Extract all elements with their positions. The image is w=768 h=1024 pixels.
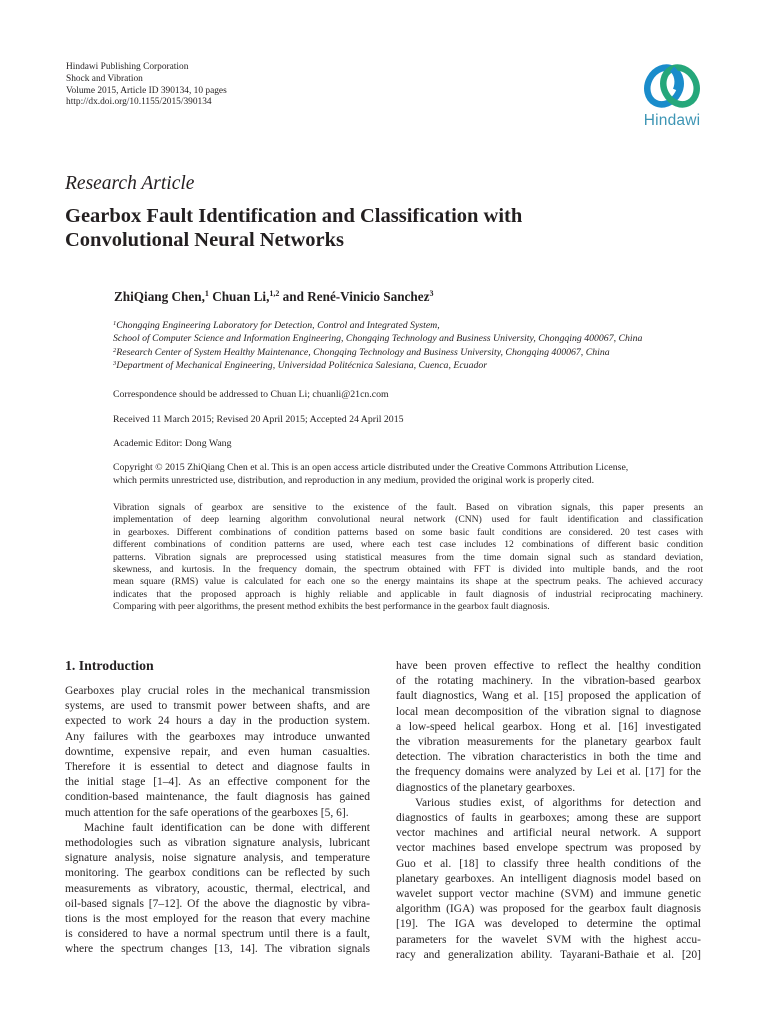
body-line: measurements as vibratory, acoustic, thermal, electrical, and — [65, 882, 370, 895]
body-line: much attention for the safe operations of the gearboxes [5, 6]. — [65, 806, 349, 819]
body-line: of the rotating machinery. In the vibration-based gearbox — [396, 675, 701, 688]
body-line: diagnostics of the planetary gearboxes. — [396, 781, 576, 794]
body-line: vector machines based envelope spectrum was proposed by — [396, 842, 701, 855]
abstract-line: patterns. Vibration signals are preprocessed using statistical measures from the time domain signal such as standard deviation, — [113, 551, 703, 563]
abstract-line: skewness, and kurtosis. In the frequency domain, the spectrum obtained with FFT is divided into multiple bands, and the root — [113, 564, 703, 576]
author-name: and René-Vinicio Sanchez — [279, 289, 430, 304]
academic-editor: Academic Editor: Dong Wang — [113, 438, 232, 449]
abstract-line: in gearboxes. Different combinations of condition patterns based on some basic fault conditions are considered. 20 test cases with — [113, 526, 703, 538]
body-line: signature analysis, noise signature analysis, and temperature — [65, 852, 370, 865]
abstract-line: mean square (RMS) value is calculated for each one so the energy maintains its shape at the spectrum peaks. The achieved accuracy — [113, 576, 703, 588]
body-line: Guo et al. [18] to classify three health conditions of the — [396, 857, 701, 870]
body-line: planetary gearboxes. An intelligent diagnosis model based on — [396, 872, 701, 885]
body-line: Various studies exist, of algorithms for detection and — [415, 796, 701, 809]
body-line: wavelet support vector machine (SVM) and immune genetic — [396, 888, 701, 901]
body-line: the frequency domains were analyzed by Lei et al. [17] for the — [396, 766, 701, 779]
logo-wordmark: Hindawi — [643, 112, 701, 129]
body-line: is considered to have a normal spectrum until there is a fault, — [65, 928, 370, 941]
author-affil-mark: 3 — [429, 289, 434, 298]
abstract-line: different combinations of condition patterns are used, where each test case includes 12 combinations of different basic condition — [113, 539, 703, 551]
author-list — [114, 289, 433, 305]
author-affil-mark: 1,2 — [269, 289, 280, 298]
affiliation-line — [113, 346, 642, 359]
copyright-notice — [113, 462, 628, 488]
hindawi-logo — [632, 60, 712, 136]
journal-name: Shock and Vibration — [66, 73, 143, 84]
body-line: algorithm (IGA) was proposed for the gearbox fault diagnosis — [396, 903, 701, 916]
body-line: Therefore it is essential to detect and diagnose faults in — [65, 761, 370, 774]
affiliation-line — [113, 319, 642, 332]
author-name: Chuan Li, — [208, 289, 270, 304]
copyright-line: which permits unrestricted use, distribution, and reproduction in any medium, provided the original work is properly cited. — [113, 474, 595, 486]
abstract — [113, 502, 703, 614]
article-type: Research Article — [65, 173, 195, 194]
hindawi-rings-icon — [643, 60, 701, 112]
title-line: Convolutional Neural Networks — [65, 229, 345, 251]
affiliation-mark: 2 — [113, 346, 117, 354]
affiliation-text: Chongqing Engineering Laboratory for Detection, Control and Integrated System, — [116, 320, 440, 331]
correspondence: Correspondence should be addressed to Chuan Li; chuanli@21cn.com — [113, 389, 389, 400]
affiliation-line — [113, 332, 642, 345]
body-column-right — [396, 659, 701, 963]
body-line: methodologies such as vibration signature analysis, lubricant — [65, 837, 370, 850]
copyright-line: Copyright © 2015 ZhiQiang Chen et al. This is an open access article distributed under the Creative Commons Attribution License, — [113, 462, 629, 473]
body-line: tions is the most employed for the reason that every machine — [65, 913, 370, 926]
abstract-line: Vibration signals of gearbox are sensitive to the existence of the fault. Based on vibration signals, this paper presents an — [113, 502, 703, 513]
body-line: vector machines and artificial neural network. A support — [396, 827, 701, 840]
affiliation-mark: 1 — [113, 320, 117, 327]
body-line: have been proven effective to reflect the healthy condition — [396, 660, 701, 672]
body-line: racy and generalization ability. Tayarani-Bathaie et al. [20] — [396, 948, 701, 961]
body-line: Machine fault identification can be done with different — [84, 821, 370, 834]
received-dates: Received 11 March 2015; Revised 20 April 2015; Accepted 24 April 2015 — [113, 414, 404, 425]
body-line: a low-speed helical gearbox. Hong et al. [16] investigated — [396, 720, 701, 733]
affiliation-text: Department of Mechanical Engineering, Universidad Politécnica Salesiana, Cuenca, Ecuador — [116, 359, 488, 371]
title-line: Gearbox Fault Identification and Classification with — [65, 205, 523, 227]
body-line: parameters for the wavelet SVM with the highest accu- — [396, 933, 701, 946]
publisher-name: Hindawi Publishing Corporation — [66, 62, 189, 72]
body-line: condition-based maintenance, the fault diagnosis has gained — [65, 791, 370, 804]
abstract-line: indicates that the proposed approach is highly reliable and applicable in fault diagnosis of industrial reciprocating machinery. — [113, 588, 703, 600]
doi-link[interactable]: http://dx.doi.org/10.1155/2015/390134 — [66, 97, 212, 108]
body-line: detection. The vibration characteristics in both the time and — [396, 751, 701, 764]
body-line: downtime, expensive repair, and even human casualties. — [65, 745, 370, 758]
affiliation-mark: 3 — [113, 359, 117, 367]
body-line: fault diagnostics, Wang et al. [15] proposed the application of — [396, 690, 701, 703]
body-line: where the spectrum changes [13, 14]. The vibration signals — [65, 943, 370, 956]
article-title — [65, 204, 522, 252]
author-name: ZhiQiang Chen, — [114, 289, 205, 304]
body-line: expected to work 24 hours a day in the production system. — [65, 715, 370, 728]
abstract-line: Comparing with peer algorithms, the present method exhibits the best performance in the gearbox fault diagnosis. — [113, 601, 550, 613]
affiliation-text: School of Computer Science and Information Engineering, Chongqing Technology and Business University, Chongqing 400067, China — [113, 333, 643, 345]
body-line: [19]. The IGA was developed to determine the optimal — [396, 918, 701, 931]
body-line: local mean decomposition of the vibration signal to diagnose — [396, 705, 701, 718]
body-line: diagnostics of faults in gearboxes; among these are support — [396, 812, 701, 825]
affiliation-text: Research Center of System Healthy Maintenance, Chongqing Technology and Business University, Chongqing 400067, China — [116, 346, 610, 358]
body-line: the initial stage [1–4]. As an effective component for the — [65, 776, 370, 789]
body-line: monitoring. The gearbox conditions can be reflected by such — [65, 867, 370, 880]
body-line: the vibration measurements for the planetary gearbox fault — [396, 736, 701, 749]
abstract-line: implementation of deep learning algorithm convolutional neural network (CNN) used for fault identification and classification — [113, 514, 703, 526]
body-line: oil-based signals [7–12]. Of the above the diagnostic by vibra- — [65, 897, 370, 910]
section-heading: 1. Introduction — [65, 658, 154, 673]
body-line: Any failures with the gearboxes may introduce unwanted — [65, 730, 370, 743]
affiliations — [113, 319, 642, 372]
body-column-left — [65, 684, 370, 958]
volume-info: Volume 2015, Article ID 390134, 10 pages — [66, 85, 227, 96]
body-line: Gearboxes play crucial roles in the mechanical transmission — [65, 685, 370, 697]
publication-info — [66, 62, 227, 109]
affiliation-line — [113, 359, 642, 372]
author-affil-mark: 1 — [204, 289, 209, 298]
body-line: systems, are used to transmit power between shafts, and are — [65, 700, 370, 713]
